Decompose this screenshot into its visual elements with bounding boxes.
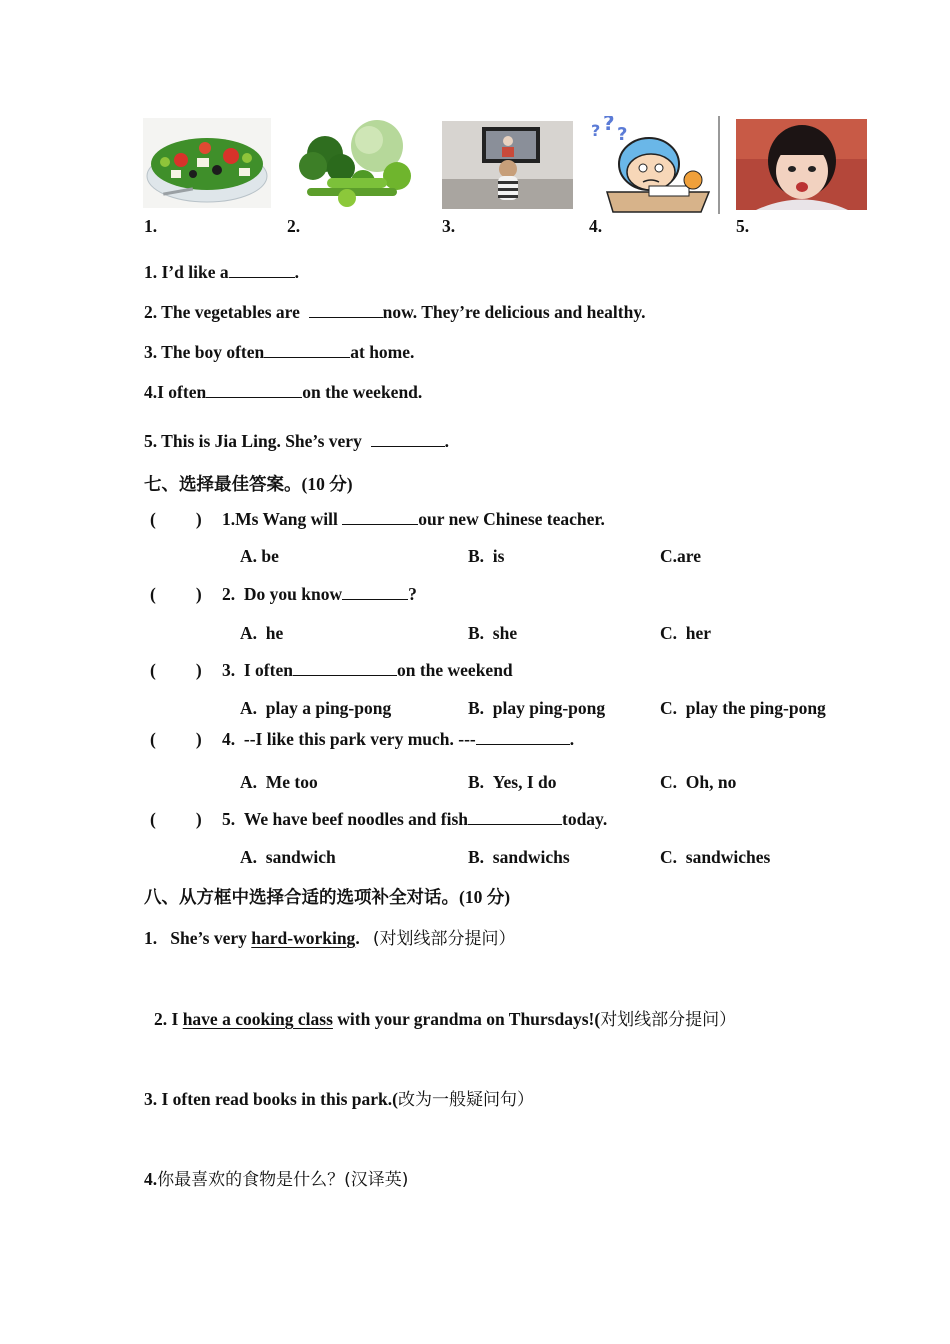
option-c[interactable]: C. her — [660, 623, 712, 643]
answer-blank[interactable] — [342, 585, 408, 600]
answer-blank[interactable] — [206, 383, 302, 398]
answer-bracket[interactable]: ( ) — [150, 729, 202, 749]
answer-blank[interactable] — [229, 263, 295, 278]
fill-in-item-4: 4.I often on the weekend. — [144, 382, 423, 402]
option-a[interactable]: A. play a ping-pong — [240, 698, 392, 718]
tv-picture — [442, 121, 573, 209]
underlined-phrase: have a cooking class — [182, 1009, 333, 1029]
svg-text:?: ? — [591, 121, 601, 140]
option-c[interactable]: C. play the ping-pong — [660, 698, 826, 718]
option-a[interactable]: A. sandwich — [240, 847, 336, 867]
salad-picture — [143, 118, 271, 208]
svg-text:?: ? — [603, 116, 615, 135]
option-c[interactable]: C. Oh, no — [660, 772, 737, 792]
section-7-heading: 七、选择最佳答案。(10 分) — [144, 474, 353, 494]
rewrite-item-4: 4.你最喜欢的食物是什么？(汉译英) — [144, 1169, 409, 1190]
rewrite-item-1: 1. She’s very hard-working. (对划线部分提问） — [144, 928, 516, 949]
fill-in-item-3: 3. The boy often at home. — [144, 342, 415, 362]
option-b[interactable]: B. play ping-pong — [468, 698, 606, 718]
fill-in-item-1: 1. I’d like a . — [144, 262, 299, 282]
option-a[interactable]: A. Me too — [240, 772, 318, 792]
option-b[interactable]: B. Yes, I do — [468, 772, 557, 792]
question-3: ( ) 3. I often on the weekend — [150, 660, 513, 680]
picture-label-1: 1. — [144, 216, 158, 236]
option-c[interactable]: C.are — [660, 546, 701, 566]
fill-in-item-2: 2. The vegetables are now. They’re delicious and healthy. — [144, 302, 646, 322]
svg-text:?: ? — [617, 124, 628, 145]
question-4: ( ) 4. --I like this park very much. --- . — [150, 729, 575, 749]
answer-blank[interactable] — [371, 432, 445, 447]
answer-blank[interactable] — [264, 343, 350, 358]
jia-ling-picture — [736, 119, 867, 210]
option-a[interactable]: A. he — [240, 623, 284, 643]
rewrite-item-3: 3. I often read books in this park.(改为一般疑问句） — [144, 1089, 534, 1110]
answer-blank[interactable] — [468, 810, 562, 825]
answer-blank[interactable] — [309, 303, 383, 318]
option-a[interactable]: A. be — [240, 546, 279, 566]
picture-label-3: 3. — [442, 216, 456, 236]
option-c[interactable]: C. sandwiches — [660, 847, 771, 867]
question-5: ( ) 5. We have beef noodles and fish today. — [150, 809, 608, 829]
fill-in-item-5: 5. This is Jia Ling. She’s very . — [144, 431, 449, 451]
option-b[interactable]: B. she — [468, 623, 518, 643]
answer-blank[interactable] — [293, 661, 397, 676]
answer-bracket[interactable]: ( ) — [150, 809, 202, 829]
section-8-heading: 八、从方框中选择合适的选项补全对话。(10 分) — [144, 887, 511, 907]
study-picture — [589, 116, 720, 214]
answer-bracket[interactable]: ( ) — [150, 509, 202, 529]
picture-label-5: 5. — [736, 216, 750, 236]
underlined-phrase: hard-working — [251, 928, 356, 948]
vegetables-picture — [287, 118, 425, 210]
picture-label-2: 2. — [287, 216, 301, 236]
answer-bracket[interactable]: ( ) — [150, 660, 202, 680]
picture-label-4: 4. — [589, 216, 603, 236]
question-2: ( ) 2. Do you know ? — [150, 584, 417, 604]
answer-blank[interactable] — [342, 510, 418, 525]
question-1: ( ) 1.Ms Wang will our new Chinese teacher. — [150, 509, 605, 529]
option-b[interactable]: B. sandwichs — [468, 847, 570, 867]
rewrite-item-2: 2. I have a cooking class with your grandma on Thursdays!(对划线部分提问） — [154, 1009, 737, 1030]
answer-blank[interactable] — [476, 730, 570, 745]
answer-bracket[interactable]: ( ) — [150, 584, 202, 604]
option-b[interactable]: B. is — [468, 546, 505, 566]
